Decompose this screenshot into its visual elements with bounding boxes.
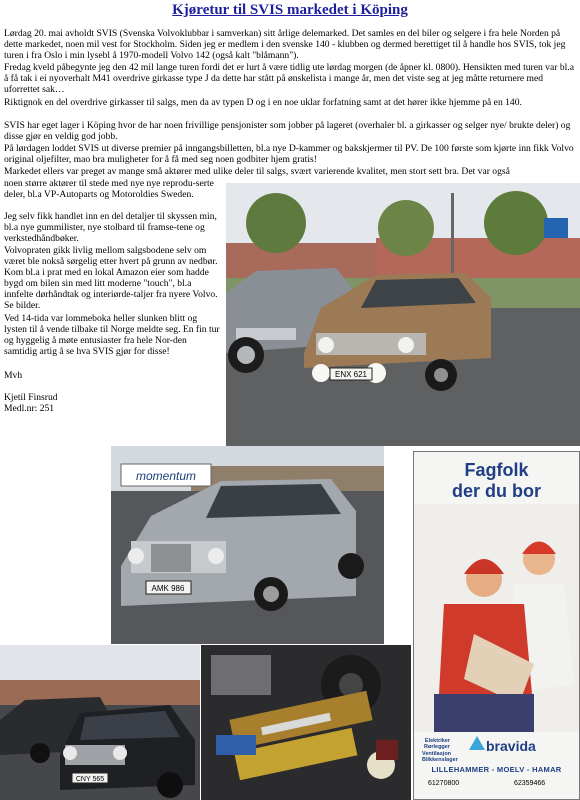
photo-silver-volvo-164 bbox=[111, 446, 384, 644]
signature-greeting: Mvh bbox=[4, 370, 23, 381]
paragraph-intro: Lørdag 20. mai avholdt SVIS (Svenska Volvoklubbar i samverkan) sitt årlige delemarked. Det samles en del biler og selgere i fra hele Norden på dette markedet, noen mil vest for Stockholm. Siden jeg er medlem i den svenske 140 - klubben og dermed berettiget til å handle hos SVIS, tok jeg turen i fra Oslo i min lysebl å 1970-modell Volvo 142 (også kalt "blåmann"). bbox=[4, 28, 566, 61]
paragraph-market: Markedet ellers var preget av mange små aktører med ulike deler til salgs, svært varierende kvalitet, men stort sett bra. Det var også bbox=[4, 166, 510, 177]
signature-name: Kjetil Finsrud bbox=[4, 392, 58, 403]
photo3-license-plate: CNY 565 bbox=[75, 776, 105, 783]
ad-headline bbox=[414, 460, 579, 502]
paragraph-actors: noen større aktører til stede med nye nye reprodu-serte deler, bl.a VP-Autoparts og Motoroldies Sweden. bbox=[4, 178, 214, 200]
paragraph-warehouse: SVIS har eget lager i Köping hvor de har noen frivillige pensjonister som jobber på lageret (overhaler bl. a girkasser og selger nye/ brukte deler) og disse gjør en veldig god jobb. bbox=[4, 120, 571, 142]
ad-brand-name: bravida bbox=[486, 738, 536, 754]
paragraph-trip: Fredag kveld påbegynte jeg den 42 mil lange turen fordi det er lurt å være tidlig ute lørdag morgen (de åpner kl. 0800). Hensikten med turen var bl.a å få tak i ei nyoverhalt M41 overdrive girkasse type J da dette har stått på ønskelista i mange år, men det viste seg at jeg måtte returnere med uforrettet sak… bbox=[4, 62, 574, 95]
paragraph-prizes: På lørdagen loddet SVIS ut diverse premier på inngangsbilletten, bl.a nye D-kammer og bakskjermer til PV. De 100 første som kjørte inn fikk Volvo original oljefilter, mao bra muligheter for å få med seg noen godbiter hjem gratis! bbox=[4, 143, 574, 165]
ad-service-ventilation: Ventilasjon bbox=[422, 750, 452, 757]
bravida-logo-icon bbox=[469, 736, 485, 750]
paragraph-gearboxes: Riktignok en del overdrive girkasser til salgs, men da av typen D og i en noe uklar forfatning samt at det hører ikke hjemme på en 140. bbox=[4, 97, 522, 108]
article-title: Kjøretur til SVIS markedet i Köping bbox=[172, 2, 408, 18]
ad-service-electrician: Elektriker bbox=[424, 738, 450, 744]
photo2-momentum-sign: momentum bbox=[135, 469, 197, 483]
ad-headline-line1: Fagfolk bbox=[464, 460, 529, 480]
ad-phone-1: 61270800 bbox=[428, 780, 460, 787]
ad-service-plumber: Rørlegger bbox=[424, 744, 450, 751]
paragraph-return: Ved 14-tida var lommeboka heller slunken blitt og lysten til å vende tilbake til Norge meldte seg. En fin tur og hyggelig å møte entusiaster fra hele Nor-den samtidig artig å se hva SVIS gjør for disse! bbox=[4, 313, 220, 357]
photo1-license-plate: ENX 621 bbox=[334, 370, 368, 379]
ad-service-sheetmetal: Blikkenslager bbox=[422, 757, 458, 764]
photo-brown-volvo-parking bbox=[226, 183, 580, 446]
photo2-license-plate: AMK 986 bbox=[151, 584, 185, 593]
signature-member-number: Medl.nr: 251 bbox=[4, 403, 55, 414]
photo-engine-bay bbox=[201, 645, 411, 800]
paragraph-amazon: Volvopraten gikk livlig mellom salgsbodene selv om været ble nokså sørgelig etter hvert på grunn av nedbør. Kom bl.a i prat med en lokal Amazon eier som hadde bygd om bilen sin med litt moderne "touch", bl.a innfelte dørhåndtak og interiørde-taljer fra nyere Volvo. Se bilder. bbox=[4, 245, 218, 311]
ad-locations: LILLEHAMMER - MOELV - HAMAR bbox=[431, 765, 562, 774]
photo-black-amazons bbox=[0, 645, 200, 800]
ad-phone-2: 62359466 bbox=[514, 780, 546, 787]
paragraph-purchases: Jeg selv fikk handlet inn en del detaljer til skyssen min, bl.a nye gummilister, nye stolbard til framse-tene og verkstedhåndbøker. bbox=[4, 211, 217, 244]
ad-services-list bbox=[422, 738, 458, 764]
ad-workers-illustration bbox=[414, 504, 579, 732]
bravida-advertisement[interactable] bbox=[413, 451, 580, 800]
ad-headline-line2: der du bor bbox=[452, 481, 541, 501]
